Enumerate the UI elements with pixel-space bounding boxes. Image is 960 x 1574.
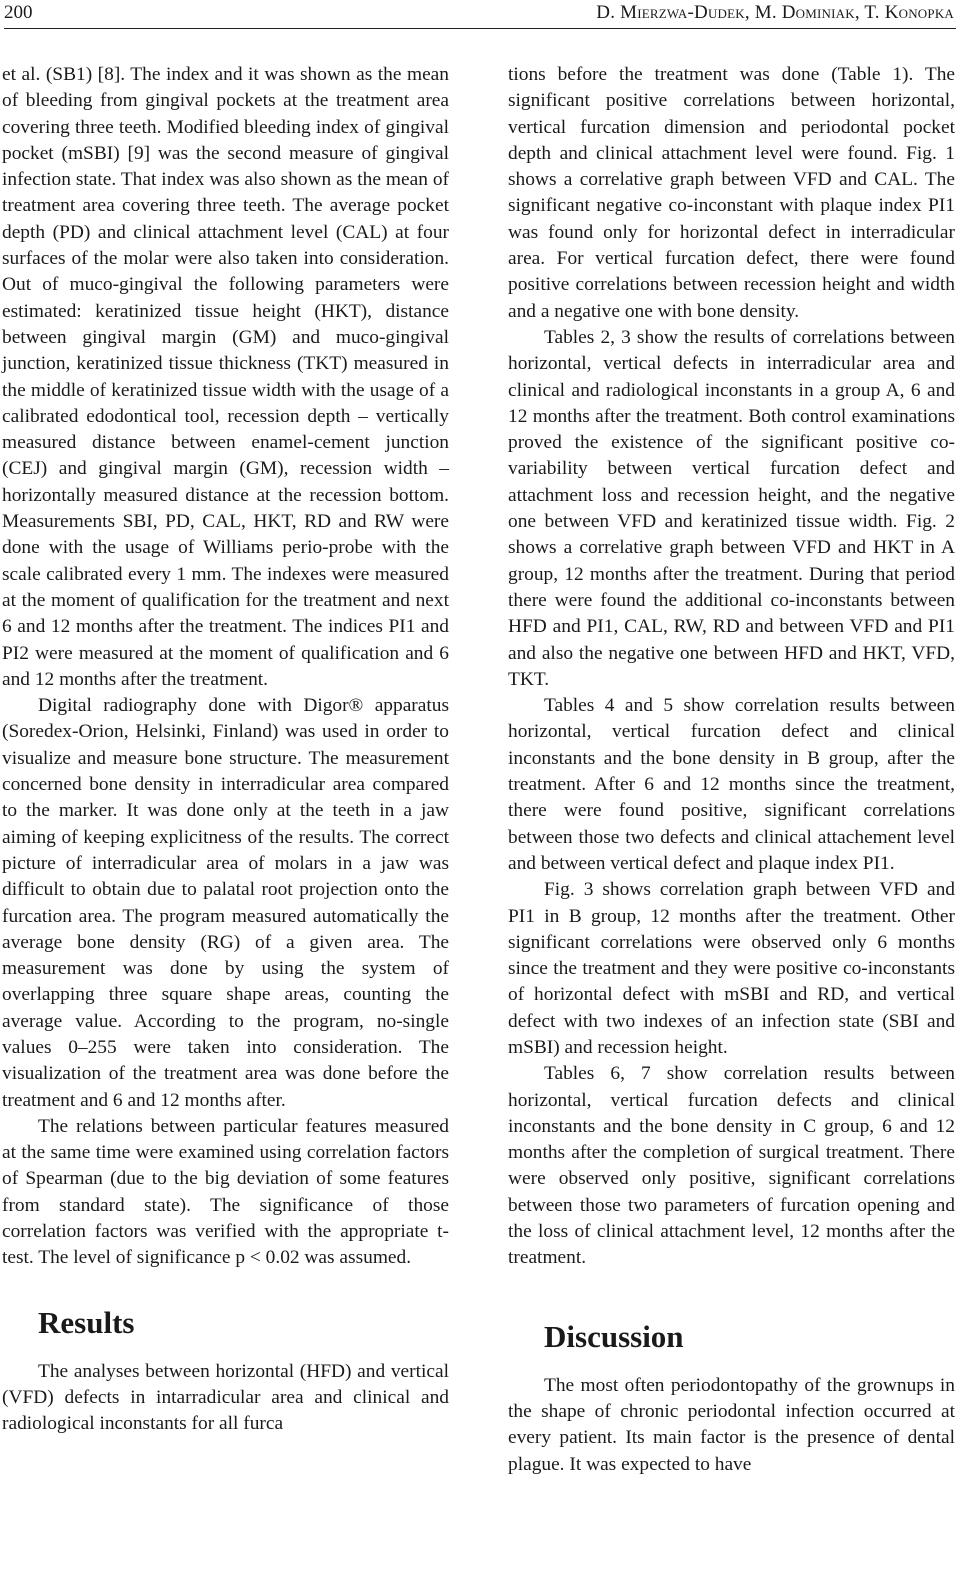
page-number: 200 [4, 2, 33, 23]
results-paragraph-fig3: Fig. 3 shows correlation graph between VFD and PI1 in B group, 12 months after the treatment. Other significant correlations were observed only 6 months since the treatment and they were positive co-inconstants of horizontal defect with mSBI and RD, and vertical defect with two indexes of an infection state (SBI and mSBI) and recession height. [508, 879, 955, 1058]
discussion-paragraph: The most often periodontopathy of the grownups in the shape of chronic periodontal infection occurred at every patient. Its main factor is the presence of dental plague. It was expected to have [508, 1374, 955, 1475]
results-heading: Results [38, 1304, 135, 1340]
methods-paragraph-radiography: Digital radiography done with Digor® apparatus (Soredex-Orion, Helsinki, Finland) was used in order to visualize and measure bone structure. The measurement concerned bone density in interradicular area compared to the marker. It was done only at the teeth in a jaw aiming of keeping explicitness of the results. The correct picture of interradicular area of molars in a jaw was difficult to obtain due to palatal root projection onto the furcation area. The program measured automatically the average bone density (RG) of a given area. The measurement was done by using the system of overlapping three square shape areas, counting the average value. According to the program, no-single values 0–255 were taken into consideration. The visualization of the treatment area was done before the treatment and 6 and 12 months after. [2, 695, 449, 1111]
running-header [4, 0, 956, 29]
right-column [508, 62, 955, 1478]
running-head-authors: D. Mierzwa-Dudek, M. Dominiak, T. Konopka [596, 2, 954, 23]
methods-paragraph-indices: et al. (SB1) [8]. The index and it was shown as the mean of bleeding from gingival pockets at the treatment area covering three teeth. Modified bleeding index of gingival pocket (mSBI) [9] was the second measure of gingival infection state. That index was also shown as the mean of treatment area covering three teeth. The average pocket depth (PD) and clinical attachment level (CAL) at four surfaces of the molar were also taken into consideration. Out of muco-gingival the following parameters were estimated: keratinized tissue height (HKT), distance between gingival margin (GM) and muco-gingival junction, keratinized tissue thickness (TKT) measured in the middle of keratinized tissue width with the usage of a calibrated edodontical tool, recession depth – vertically measured distance between enamel-cement junction (CEJ) and gingival margin (GM), recession width – horizontally measured distance at the recession bottom. Measurements SBI, PD, CAL, HKT, RD and RW were done with the usage of Williams perio-probe with the scale calibrated every 1 mm. The indexes were measured at the moment of qualification for the treatment and next 6 and 12 months after the treatment. The indices PI1 and PI2 were measured at the moment of qualification and 6 and 12 months after the treatment. [2, 64, 449, 690]
results-paragraph-table1: tions before the treatment was done (Table 1). The significant positive correlations between horizontal, vertical furcation dimension and periodontal pocket depth and clinical attachment level were found. Fig. 1 shows a correlative graph between VFD and CAL. The significant negative co-inconstant with plaque index PI1 was found only for horizontal defect in interradicular area. For vertical furcation defect, there were found positive correlations between recession height and width and a negative one with bone density. [508, 64, 955, 322]
discussion-heading: Discussion [544, 1318, 684, 1354]
methods-paragraph-statistics: The relations between particular features measured at the same time were examined using correlation factors of Spearman (due to the big deviation of some features from standard state). The significance of those correlation factors was verified with the appropriate t-test. The level of significance p < 0.02 was assumed. [2, 1115, 449, 1269]
results-paragraph-group-b: Tables 4 and 5 show correlation results between horizontal, vertical furcation defect and clinical inconstants and the bone density in B group, after the treatment. After 6 and 12 months since the treatment, there were found positive, significant correlations between those two defects and clinical attachement level and between vertical defect and plaque index PI1. [508, 695, 955, 874]
results-paragraph-group-a: Tables 2, 3 show the results of correlations between horizontal, vertical defects in interradicular area and clinical and radiological inconstants in a group A, 6 and 12 months after the treatment. Both control examinations proved the existence of the significant positive co-variability between vertical furcation defect and attachment loss and recession height, and the negative one between VFD and keratinized tissue width. Fig. 2 shows a correlative graph between VFD and HKT in A group, 12 months after the treatment. During that period there were found the additional co-inconstants between HFD and PI1, CAL, RW, RD and between VFD and PI1 and also the negative one between HFD and HKT, VFD, TKT. [508, 326, 955, 690]
results-paragraph-group-c: Tables 6, 7 show correlation results between horizontal, vertical furcation defects and clinical inconstants and the bone density in C group, 6 and 12 months after the completion of surgical treatment. There were observed only positive, significant correlations between those two parameters of furcation opening and the loss of clinical attachment level, 12 months after the treatment. [508, 1063, 955, 1269]
results-paragraph-intro: The analyses between horizontal (HFD) and vertical (VFD) defects in intarradicular area and clinical and radiological inconstants for all furca [2, 1360, 449, 1435]
left-column [2, 62, 449, 1438]
